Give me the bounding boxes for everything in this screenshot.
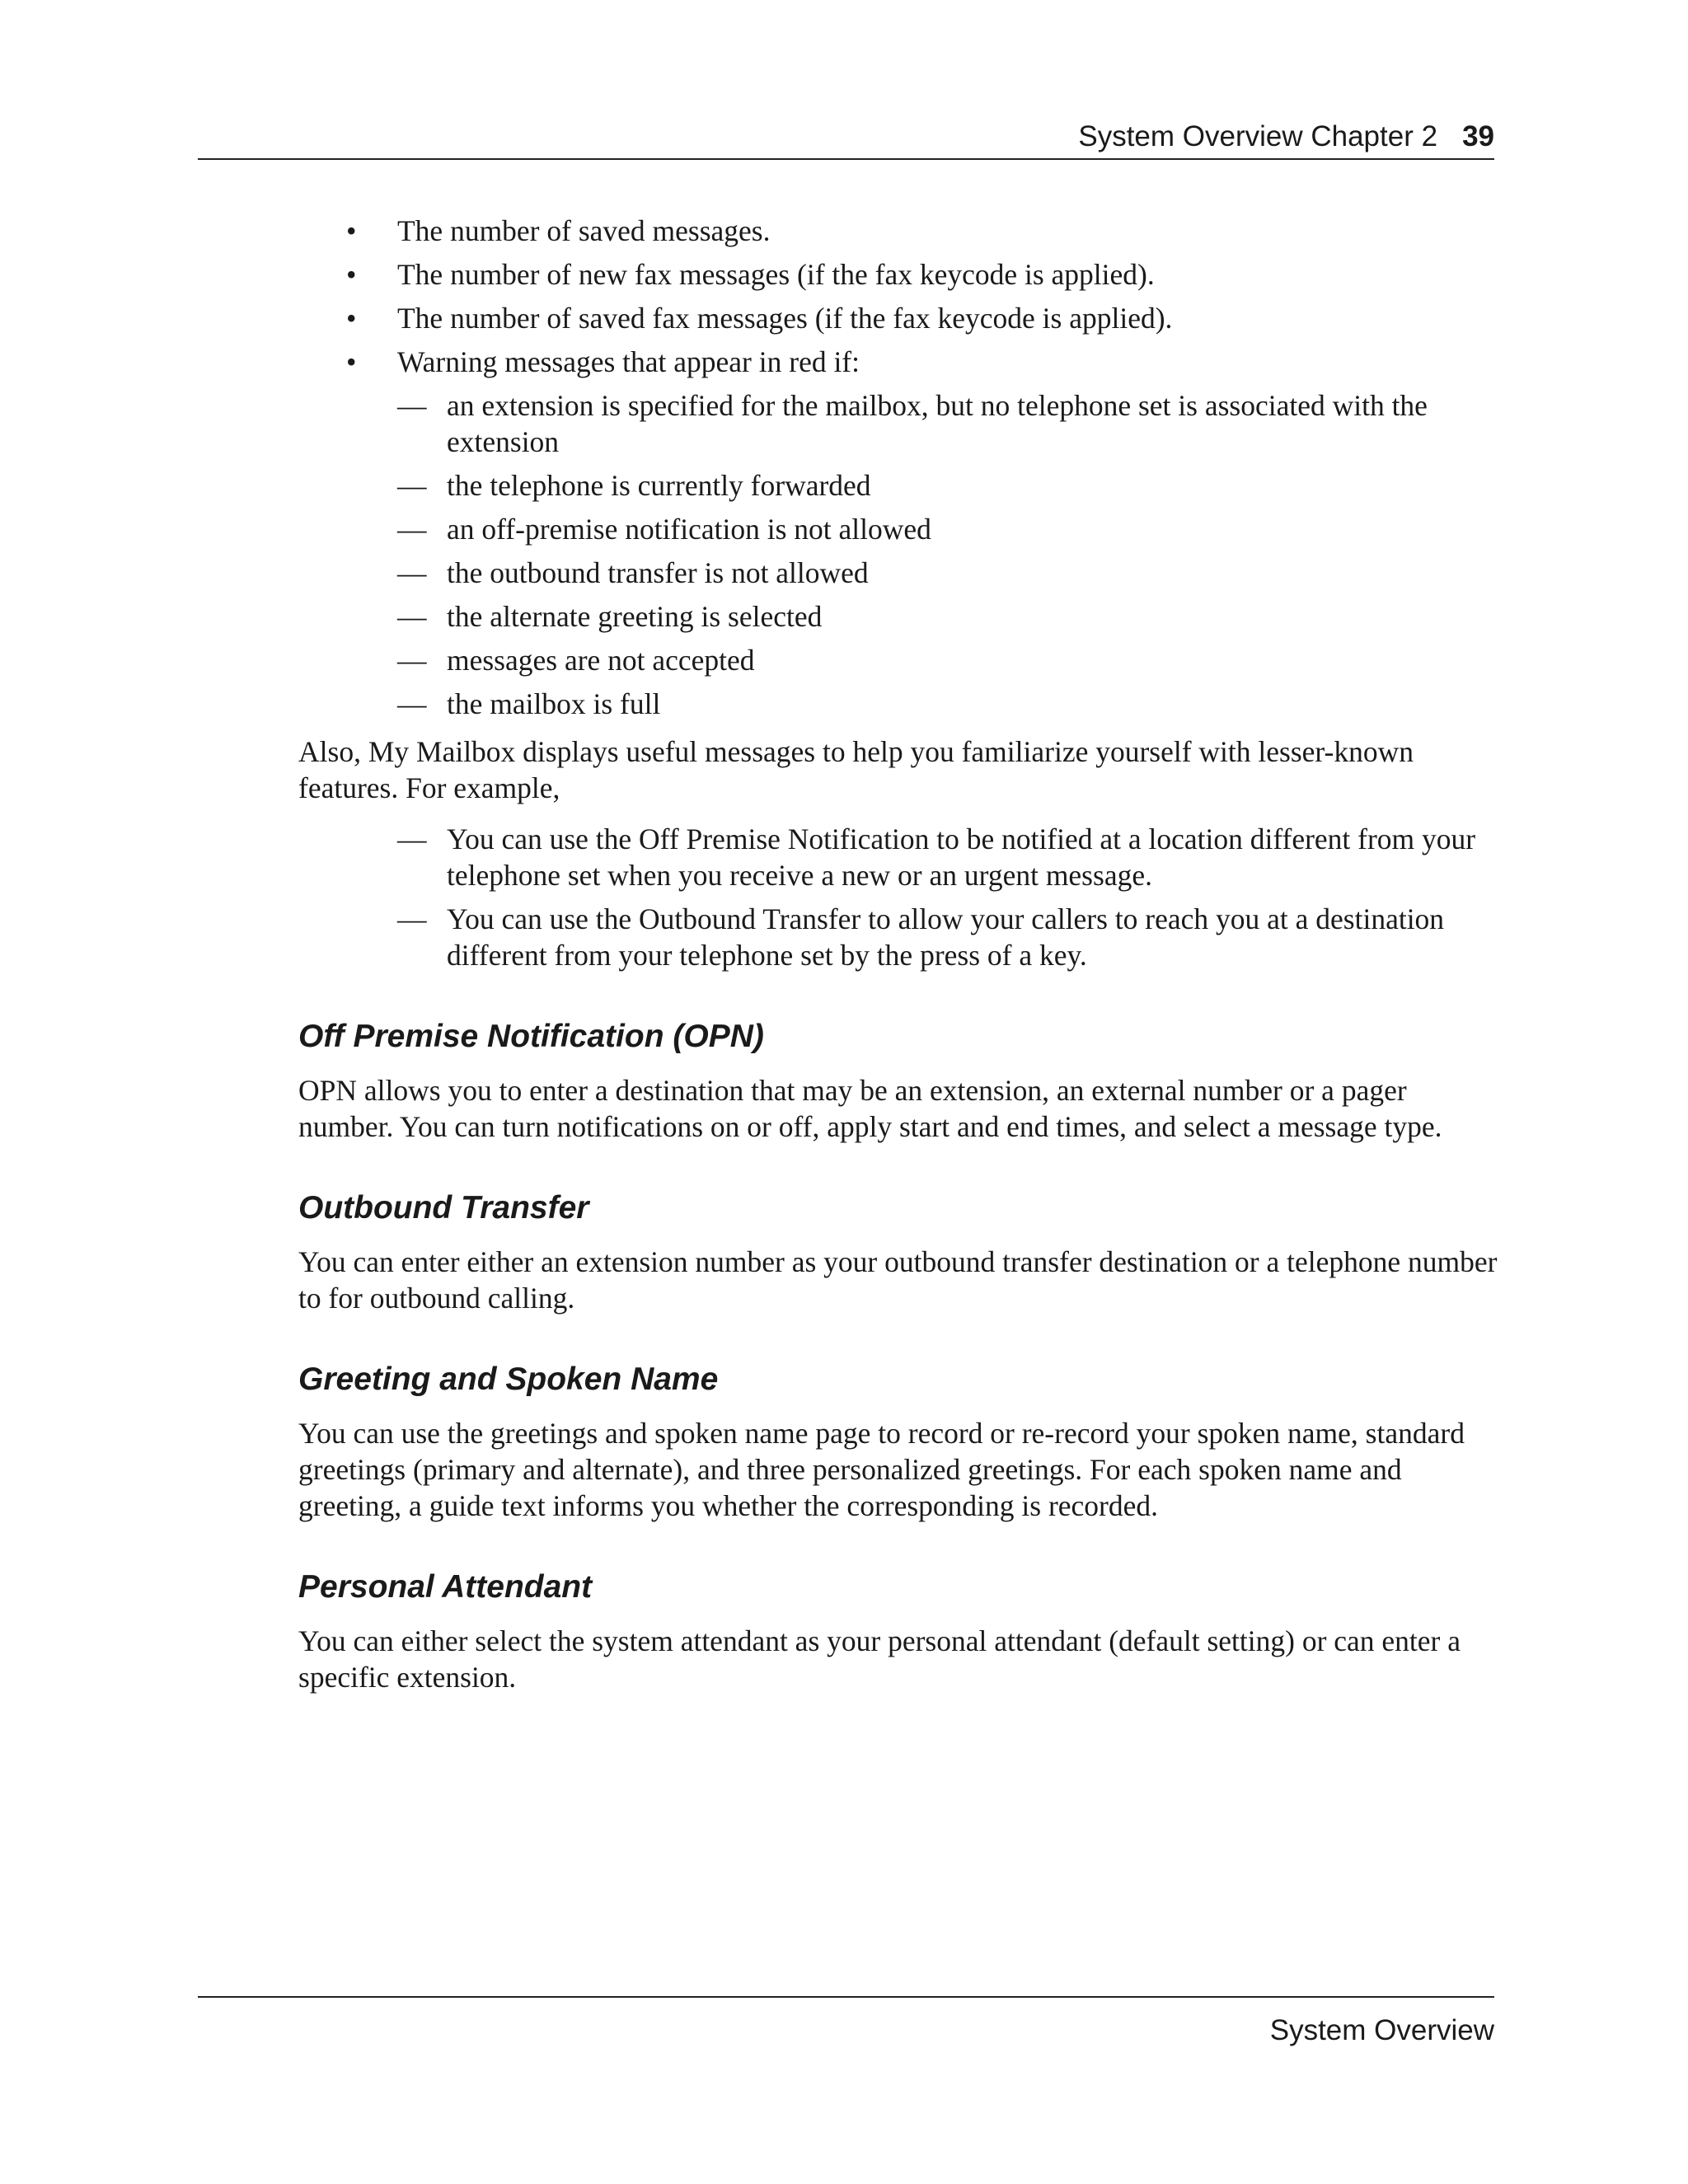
dash-icon: — [397, 469, 427, 502]
warning-list [397, 387, 1498, 722]
dash-icon: — [397, 644, 427, 677]
list-item [298, 344, 1498, 722]
list-item [397, 511, 1498, 547]
chapter-title: System Overview Chapter 2 [1078, 120, 1438, 152]
section-body-opn: OPN allows you to enter a destination that may be an extension, an external number or a pager number. You can turn notifications on or off, apply start and end times, and select a message type. [298, 1074, 1442, 1143]
warning-text: the telephone is currently forwarded [447, 469, 871, 502]
bullet-icon: • [346, 302, 357, 335]
warning-text: messages are not accepted [447, 644, 755, 677]
list-item [397, 686, 1498, 722]
dash-icon: — [397, 687, 427, 720]
bullet-text: Warning messages that appear in red if: [397, 345, 860, 378]
list-item [397, 555, 1498, 591]
warning-text: the mailbox is full [447, 687, 661, 720]
section-title-greeting: Greeting and Spoken Name [298, 1361, 719, 1397]
section-title-outbound-transfer: Outbound Transfer [298, 1190, 589, 1226]
page-header [198, 120, 1494, 160]
dash-icon: — [397, 600, 427, 633]
bullet-icon: • [346, 258, 357, 291]
dash-icon: — [397, 823, 427, 855]
example-list [397, 821, 1498, 973]
example-text: You can use the Off Premise Notification to be notified at a location different from your telephone set when you receive a new or an urgent message. [447, 823, 1476, 892]
warning-text: an off-premise notification is not allowed [447, 513, 931, 546]
list-item [397, 467, 1498, 504]
list-item [397, 387, 1498, 460]
list-item [298, 256, 1498, 293]
dash-icon: — [397, 556, 427, 589]
section-body-outbound-transfer: You can enter either an extension number as your outbound transfer destination or a telephone number to for outbound calling. [298, 1245, 1498, 1315]
footer-text: System Overview [1269, 2014, 1494, 2046]
bullet-icon: • [346, 214, 357, 247]
page-footer [198, 1996, 1494, 2047]
dash-icon: — [397, 902, 427, 935]
list-item [397, 821, 1498, 893]
warning-text: an extension is specified for the mailbox, but no telephone set is associated with the extension [447, 389, 1428, 458]
example-text: You can use the Outbound Transfer to allow your callers to reach you at a destination different from your telephone set by the press of a key. [447, 902, 1445, 972]
bullet-text: The number of new fax messages (if the fax keycode is applied). [397, 258, 1155, 291]
list-item [397, 642, 1498, 678]
section-body-greeting: You can use the greetings and spoken name page to record or re-record your spoken name, standard greetings (primary and alternate), and three personalized greetings. For each spoken name and greeting, a guide text informs you whether the corresponding is recorded. [298, 1417, 1465, 1522]
list-item [397, 901, 1498, 973]
list-item [298, 300, 1498, 336]
list-item [298, 213, 1498, 249]
warning-text: the alternate greeting is selected [447, 600, 823, 633]
warning-text: the outbound transfer is not allowed [447, 556, 869, 589]
bullet-icon: • [346, 345, 357, 378]
intro-paragraph: Also, My Mailbox displays useful messages to help you familiarize yourself with lesser-known features. For example, [298, 735, 1414, 804]
page-body [298, 213, 1498, 1695]
dash-icon: — [397, 389, 427, 422]
section-body-personal-attendant: You can either select the system attendant as your personal attendant (default setting) or can enter a specific extension. [298, 1624, 1461, 1694]
bullet-text: The number of saved fax messages (if the fax keycode is applied). [397, 302, 1173, 335]
list-item [397, 598, 1498, 635]
page-number: 39 [1462, 120, 1494, 152]
section-title-opn: Off Premise Notification (OPN) [298, 1019, 764, 1054]
status-bullet-list [298, 213, 1498, 722]
section-title-personal-attendant: Personal Attendant [298, 1569, 593, 1605]
bullet-text: The number of saved messages. [397, 214, 771, 247]
dash-icon: — [397, 513, 427, 546]
